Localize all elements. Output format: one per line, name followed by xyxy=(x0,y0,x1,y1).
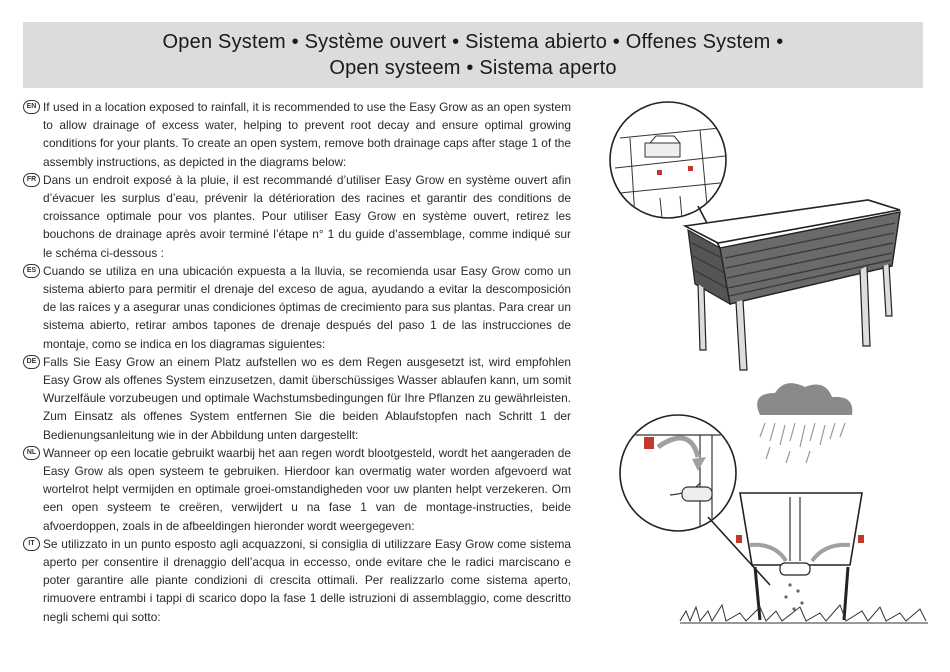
title-line-1: Open System • Système ouvert • Sistema abierto • Offenes System • xyxy=(162,31,784,53)
planter-box xyxy=(685,200,900,370)
paragraph-de xyxy=(23,353,571,444)
planter-front xyxy=(736,493,864,620)
paragraph-it xyxy=(23,535,571,626)
rain-cloud-icon xyxy=(757,383,852,463)
cap-right xyxy=(858,535,864,543)
removed-cap xyxy=(644,437,654,449)
title-line-2: Open systeem • Sistema aperto xyxy=(329,57,617,79)
paragraph-text: Dans un endroit exposé à la pluie, il est recommandé d’utiliser Easy Grow en système ouvert afin d’évacuer les surplus d’eau, prévenir la détérioration des racines et garantir des conditions de croissance optimale pour vos plantes. Pour utiliser Easy Grow en système ouvert, retirez les bouchons de drainage après avoir terminé l’étape n° 1 du guide d’assemblage, comme indiqué sur le schéma ci-dessous : xyxy=(43,172,571,260)
paragraph-text: If used in a location exposed to rainfall, it is recommended to use the Easy Grow as an open system to allow drainage of excess water, helping to prevent root decay and ensure optimal growing conditions for your plants. To create an open system, remove both drainage caps after stage 1 of the assembly instructions, as depicted in the diagrams below: xyxy=(43,100,571,169)
paragraph-es xyxy=(23,262,571,353)
lang-badge-en: EN xyxy=(23,100,40,114)
paragraph-fr xyxy=(23,171,571,262)
lang-badge-fr: FR xyxy=(23,173,40,187)
paragraph-en xyxy=(23,98,571,171)
drainage-cap-left xyxy=(657,170,662,175)
instruction-text xyxy=(23,98,571,626)
paragraph-text: Falls Sie Easy Grow an einem Platz aufstellen wo es dem Regen ausgesetzt ist, wird empfohlen Easy Grow als offenes System einzusetzen, damit überschüssiges Wasser ablaufen kann, um somit Wurzelfäule vorzubeugen und optimale Wachstumsbedingungen für Ihre Pflanzen zu gewährleisten. Zum Einsatz als offenes System entfernen Sie die beiden Ablaufstopfen nach Schritt 1 der Bedienungsanleitung wie in der Abbildung unten dargestellt: xyxy=(43,354,571,442)
drainage-cap-right xyxy=(688,166,693,171)
grass xyxy=(680,605,926,621)
drain-detail xyxy=(620,415,740,535)
paragraph-text: Wanneer op een locatie gebruikt waarbij het aan regen wordt blootgesteld, wordt het aangeraden de Easy Grow als open systeem te gebruiken. Hierdoor kan overmatig water worden afgevoerd wat wortelrot helpt vermijden en optimale groei-omstandigheden voor uw planten helpt verzekeren. Om een open systeem te creëren, verwijdert u na fase 1 van de montage-instructies, beide afvoerdoppen, zoals in de afbeeldingen hieronder wordt weergegeven: xyxy=(43,445,571,533)
zoom-detail xyxy=(610,102,726,218)
title-banner xyxy=(23,22,923,88)
planter-zoom-illustration xyxy=(600,98,930,380)
paragraph-text: Se utilizzato in un punto esposto agli acquazzoni, si consiglia di utilizzare Easy Grow come sistema aperto per consentire il drenaggio dell’acqua in eccesso, onde evitare che le radici marciscano e poter garantire alle piante condizioni di crescita ottimali. Per realizzarlo come sistema aperto, rimuovere entrambi i tappi di scarico dopo la fase 1 delle istruzioni di assemblaggio, come descritto negli schemi qui sotto: xyxy=(43,536,571,624)
lang-badge-it: IT xyxy=(23,537,40,551)
cap-left xyxy=(736,535,742,543)
lang-badge-nl: NL xyxy=(23,446,40,460)
paragraph-nl xyxy=(23,444,571,535)
lang-badge-de: DE xyxy=(23,355,40,369)
paragraph-text: Cuando se utiliza en una ubicación expuesta a la lluvia, se recomienda usar Easy Grow como un sistema abierto para permitir el drenaje del exceso de agua, ayudando a evitar la descomposición de las raíces y a asegurar unas condiciones óptimas de crecimiento para sus plantas. Para crear un sistema abierto, retirar ambos tapones de drenaje después del paso 1 de las instrucciones de montaje, como se indica en los diagramas siguientes: xyxy=(43,263,571,351)
lang-badge-es: ES xyxy=(23,264,40,278)
rain-drainage-illustration xyxy=(600,375,930,635)
